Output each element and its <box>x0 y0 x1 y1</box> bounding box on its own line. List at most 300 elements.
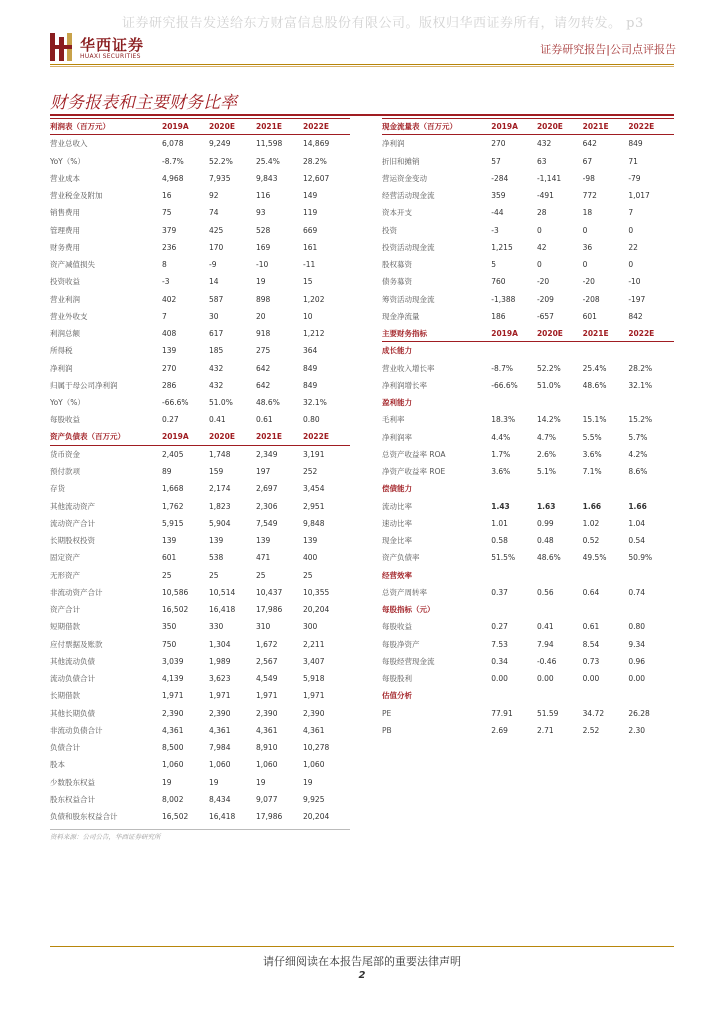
row-value: 5,915 <box>162 518 184 528</box>
row-value: 16,418 <box>209 605 236 615</box>
row-label: 其他流动负债 <box>50 656 95 666</box>
row-value: 119 <box>303 208 318 218</box>
row-value: 2,306 <box>256 501 278 511</box>
section-subheader-row <box>382 480 674 497</box>
row-label: 偿债能力 <box>382 484 412 494</box>
row-value: 432 <box>536 139 552 149</box>
row-label: 非流动负债合计 <box>50 725 103 735</box>
row-value: 2021E <box>582 122 609 132</box>
row-value: 8.6% <box>628 467 648 477</box>
table-row <box>50 325 350 342</box>
row-value: 139 <box>209 536 224 546</box>
row-value: 8,434 <box>209 794 231 804</box>
table-row <box>382 446 674 463</box>
row-value: 139 <box>303 536 318 546</box>
row-value: 2021E <box>256 432 282 442</box>
row-value: 0.27 <box>162 415 179 425</box>
row-value: 2,349 <box>256 449 278 459</box>
row-value: 0.41 <box>209 415 226 425</box>
row-value: 25 <box>256 570 266 580</box>
row-value: 28.2% <box>628 363 653 373</box>
row-value: 52.2% <box>536 363 561 373</box>
row-value: 1.02 <box>582 518 600 528</box>
row-value: 270 <box>491 139 506 149</box>
row-value: 601 <box>582 311 597 321</box>
row-value: 2019A <box>491 122 518 132</box>
row-value: 14 <box>209 277 219 287</box>
logo-chinese-name: 华西证券 <box>80 36 145 54</box>
row-value: 2.6% <box>536 449 556 459</box>
row-label: 财务费用 <box>50 242 80 252</box>
row-value: 1,060 <box>162 760 184 770</box>
row-value: 400 <box>303 553 318 563</box>
row-value: 15.2% <box>628 415 653 425</box>
row-value: -20 <box>582 277 595 287</box>
row-value: 52.2% <box>209 156 233 166</box>
row-value: -197 <box>628 294 646 304</box>
row-value: 7 <box>628 208 634 218</box>
row-label: 利润总额 <box>50 329 80 339</box>
row-label: 每股收益 <box>382 622 412 632</box>
row-value: -209 <box>536 294 554 304</box>
row-value: 26.28 <box>628 708 650 718</box>
row-label: 管理费用 <box>50 225 80 235</box>
row-label: 其他长期负债 <box>50 708 95 718</box>
table-row <box>50 808 350 825</box>
row-label: 每股经营现金流 <box>382 656 435 666</box>
row-value: 8.54 <box>582 639 600 649</box>
row-value: 669 <box>303 225 318 235</box>
row-value: 9,077 <box>256 794 278 804</box>
row-value: 3,623 <box>209 674 231 684</box>
row-label: 营运资金变动 <box>382 173 427 183</box>
row-value: 77.91 <box>491 708 513 718</box>
table-row <box>382 135 674 152</box>
row-label: 折旧和摊销 <box>382 156 420 166</box>
section-subheader-row <box>382 567 674 584</box>
row-value: 9,843 <box>256 173 278 183</box>
table-row <box>50 463 350 480</box>
table-row <box>50 774 350 791</box>
row-value: 0 <box>582 225 588 235</box>
title-divider <box>50 114 674 116</box>
row-label: 净利润 <box>50 363 73 373</box>
row-value: 16,502 <box>162 605 189 615</box>
row-label: 负债和股东权益合计 <box>50 812 118 822</box>
table-header-row <box>382 325 674 342</box>
table-row <box>382 584 674 601</box>
row-value: 425 <box>209 225 224 235</box>
row-value: -8.7% <box>491 363 514 373</box>
row-value: -208 <box>582 294 600 304</box>
table-row <box>50 377 350 394</box>
table-row <box>382 705 674 722</box>
row-value: 25 <box>162 570 172 580</box>
row-value: 760 <box>491 277 506 287</box>
row-value: 20 <box>256 311 266 321</box>
row-value: 25 <box>209 570 219 580</box>
row-label: 主要财务指标 <box>382 328 427 338</box>
huaxi-logo-icon <box>50 33 72 61</box>
row-value: 2,697 <box>256 484 278 494</box>
row-value: 898 <box>256 294 271 304</box>
table-row <box>50 670 350 687</box>
row-value: 0 <box>628 260 634 270</box>
row-value: 51.0% <box>536 380 561 390</box>
row-value: 18 <box>582 208 593 218</box>
row-value: 4,968 <box>162 173 184 183</box>
table-row <box>50 153 350 170</box>
row-value: 10 <box>303 311 313 321</box>
row-value: 408 <box>162 329 177 339</box>
row-value: 7,984 <box>209 743 231 753</box>
row-label: 流动负债合计 <box>50 674 95 684</box>
row-value: 2019A <box>162 432 189 442</box>
row-label: 每股股利 <box>382 674 412 684</box>
row-value: 0 <box>628 225 634 235</box>
section-title: 财务报表和主要财务比率 <box>50 93 237 113</box>
row-label: 所得税 <box>50 346 73 356</box>
row-value: 2019A <box>162 122 189 132</box>
row-value: 1,823 <box>209 501 231 511</box>
row-value: -0.46 <box>536 656 557 666</box>
row-value: 0.00 <box>491 674 508 684</box>
row-value: 197 <box>256 467 271 477</box>
row-label: 利润表（百万元） <box>50 122 110 132</box>
row-value: 0.56 <box>536 587 554 597</box>
row-value: 0.99 <box>536 518 554 528</box>
row-value: 7.53 <box>491 639 508 649</box>
table-row <box>50 584 350 601</box>
row-value: -98 <box>582 173 595 183</box>
row-value: 116 <box>256 191 271 201</box>
row-value: 1,762 <box>162 501 184 511</box>
table-row <box>50 791 350 808</box>
table-row <box>50 239 350 256</box>
row-label: 净利润增长率 <box>382 380 427 390</box>
row-value: 236 <box>162 242 177 252</box>
table-header-row <box>50 118 350 135</box>
row-label: 预付款项 <box>50 467 80 477</box>
row-label: PB <box>382 725 392 735</box>
section-subheader-row <box>382 342 674 359</box>
row-value: 2021E <box>582 328 609 338</box>
data-source-note: 资料来源：公司公告，华西证券研究所 <box>50 833 161 841</box>
row-value: 0.52 <box>582 536 600 546</box>
row-value: 0.41 <box>536 622 554 632</box>
row-value: 11,598 <box>256 139 283 149</box>
row-label: 净利润率 <box>382 432 412 442</box>
row-value: 0.27 <box>491 622 508 632</box>
row-value: 3,191 <box>303 449 325 459</box>
row-value: 5.7% <box>628 432 648 442</box>
row-label: 长期借款 <box>50 691 80 701</box>
row-value: 2,390 <box>256 708 278 718</box>
table-row <box>50 222 350 239</box>
row-value: -3 <box>491 225 499 235</box>
row-value: 2.52 <box>582 725 600 735</box>
row-value: 0.64 <box>582 587 600 597</box>
row-value: 149 <box>303 191 318 201</box>
row-value: 10,514 <box>209 587 236 597</box>
row-value: 7,935 <box>209 173 231 183</box>
row-value: -10 <box>256 260 269 270</box>
row-label: 资本开支 <box>382 208 412 218</box>
row-value: 1,971 <box>162 691 184 701</box>
row-value: -11 <box>303 260 316 270</box>
row-value: 0 <box>536 225 542 235</box>
row-value: 310 <box>256 622 271 632</box>
row-value: 19 <box>162 777 172 787</box>
table-row <box>50 135 350 152</box>
row-label: 资产合计 <box>50 605 80 615</box>
table-row <box>50 705 350 722</box>
row-value: 252 <box>303 467 318 477</box>
row-value: 642 <box>582 139 597 149</box>
row-value: 0.61 <box>256 415 273 425</box>
row-value: 3,454 <box>303 484 325 494</box>
table-row <box>382 498 674 515</box>
row-value: 14,869 <box>303 139 330 149</box>
row-value: 1,060 <box>303 760 325 770</box>
row-value: 9.34 <box>628 639 646 649</box>
row-value: 849 <box>303 380 318 390</box>
row-value: -284 <box>491 173 509 183</box>
row-label: 营业税金及附加 <box>50 191 103 201</box>
row-value: -20 <box>536 277 550 287</box>
row-value: 6,078 <box>162 139 184 149</box>
row-value: -66.6% <box>162 398 189 408</box>
row-value: 849 <box>628 139 643 149</box>
row-value: 49.5% <box>582 553 607 563</box>
row-value: 4,549 <box>256 674 278 684</box>
row-value: 5,904 <box>209 518 231 528</box>
row-label: 投资 <box>382 225 397 235</box>
row-value: 7 <box>162 311 167 321</box>
row-value: 74 <box>209 208 219 218</box>
row-value: 432 <box>209 363 224 373</box>
row-value: 849 <box>303 363 318 373</box>
row-value: 2,174 <box>209 484 231 494</box>
row-value: 10,586 <box>162 587 189 597</box>
row-value: 20,204 <box>303 605 330 615</box>
row-value: 0.34 <box>491 656 508 666</box>
row-value: 2,951 <box>303 501 325 511</box>
row-value: -9 <box>209 260 217 270</box>
row-value: 2021E <box>256 122 282 132</box>
row-value: -657 <box>536 311 554 321</box>
row-value: 1.66 <box>628 501 647 511</box>
row-value: 8,500 <box>162 743 184 753</box>
row-value: 1,060 <box>209 760 231 770</box>
row-value: -44 <box>491 208 504 218</box>
row-value: 186 <box>491 311 506 321</box>
row-label: 投资活动现金流 <box>382 242 435 252</box>
row-value: 4,361 <box>256 725 278 735</box>
row-label: 每股净资产 <box>382 639 420 649</box>
table-row <box>382 411 674 428</box>
row-value: 350 <box>162 622 177 632</box>
row-label: 估值分析 <box>382 691 412 701</box>
table-row <box>382 636 674 653</box>
row-value: 1.7% <box>491 449 511 459</box>
row-value: 63 <box>536 156 547 166</box>
row-label: 货币资金 <box>50 449 80 459</box>
row-value: 642 <box>256 363 271 373</box>
table-row <box>382 618 674 635</box>
row-label: 成长能力 <box>382 346 412 356</box>
row-value: 17,986 <box>256 812 283 822</box>
table-row <box>50 687 350 704</box>
row-value: 275 <box>256 346 271 356</box>
row-label: 其他流动资产 <box>50 501 95 511</box>
row-label: 应付票据及账款 <box>50 639 103 649</box>
row-value: 7,549 <box>256 518 278 528</box>
row-value: 8,910 <box>256 743 278 753</box>
table-row <box>382 170 674 187</box>
row-label: 净资产收益率 ROE <box>382 467 446 477</box>
row-label: YoY（%） <box>50 156 85 166</box>
row-value: 14.2% <box>536 415 561 425</box>
table-row <box>50 170 350 187</box>
row-value: 4,139 <box>162 674 184 684</box>
table-row <box>382 204 674 221</box>
row-value: 1,202 <box>303 294 325 304</box>
row-label: 筹资活动现金流 <box>382 294 435 304</box>
row-value: 2020E <box>209 432 235 442</box>
table-row <box>382 549 674 566</box>
row-value: 1,215 <box>491 242 513 252</box>
row-value: 471 <box>256 553 271 563</box>
row-value: 2,567 <box>256 656 278 666</box>
row-value: 642 <box>256 380 271 390</box>
row-value: 67 <box>582 156 593 166</box>
row-value: 139 <box>256 536 271 546</box>
row-value: 7.94 <box>536 639 554 649</box>
row-value: 51.59 <box>536 708 559 718</box>
row-value: 0.80 <box>303 415 320 425</box>
row-value: -1,141 <box>536 173 562 183</box>
row-value: 1.43 <box>491 501 510 511</box>
row-value: 32.1% <box>628 380 653 390</box>
table-row <box>382 429 674 446</box>
row-value: 4,361 <box>162 725 184 735</box>
row-label: 现金流量表（百万元） <box>382 122 457 132</box>
row-label: 固定资产 <box>50 553 80 563</box>
watermark-text: 证券研究报告发送给东方财富信息股份有限公司。版权归华西证券所有，请勿转发。 p3 <box>122 16 644 31</box>
row-value: 5.5% <box>582 432 602 442</box>
row-value: 9,848 <box>303 518 325 528</box>
row-value: -10 <box>628 277 641 287</box>
row-label: 营业利润 <box>50 294 80 304</box>
row-label: 债务募资 <box>382 277 412 287</box>
row-value: 4.2% <box>628 449 648 459</box>
row-value: 0 <box>536 260 542 270</box>
row-value: 17,986 <box>256 605 283 615</box>
row-value: 32.1% <box>303 398 327 408</box>
row-label: 资产负债率 <box>382 553 420 563</box>
row-label: 少数股东权益 <box>50 777 95 787</box>
row-value: 0.58 <box>491 536 508 546</box>
row-value: 2,390 <box>303 708 325 718</box>
row-value: 3,039 <box>162 656 184 666</box>
table-row <box>50 394 350 411</box>
row-value: 51.5% <box>491 553 516 563</box>
row-value: 300 <box>303 622 318 632</box>
row-value: 3.6% <box>582 449 602 459</box>
table-row <box>50 446 350 463</box>
left-financial-tables <box>50 118 350 825</box>
table-header-row <box>50 429 350 446</box>
row-value: 2,390 <box>162 708 184 718</box>
row-value: 0 <box>582 260 588 270</box>
row-value: 139 <box>162 536 177 546</box>
row-value: 918 <box>256 329 271 339</box>
row-value: 601 <box>162 553 177 563</box>
row-value: 19 <box>256 277 266 287</box>
row-value: 161 <box>303 242 318 252</box>
row-label: 资产减值损失 <box>50 260 95 270</box>
table-row <box>382 256 674 273</box>
row-label: 营业总收入 <box>50 139 88 149</box>
row-value: 25 <box>303 570 313 580</box>
row-value: 0.73 <box>582 656 600 666</box>
row-value: 1,017 <box>628 191 650 201</box>
row-label: 总资产周转率 <box>382 587 427 597</box>
row-value: 25.4% <box>582 363 607 373</box>
table-row <box>50 480 350 497</box>
row-value: 0.48 <box>536 536 554 546</box>
row-value: 19 <box>303 777 313 787</box>
row-value: 772 <box>582 191 597 201</box>
table-row <box>382 273 674 290</box>
table-row <box>50 601 350 618</box>
row-value: 18.3% <box>491 415 516 425</box>
row-value: 5.1% <box>536 467 556 477</box>
row-value: 42 <box>536 242 547 252</box>
row-label: 经营效率 <box>382 570 412 580</box>
row-value: 750 <box>162 639 177 649</box>
table-row <box>382 670 674 687</box>
row-label: 速动比率 <box>382 518 412 528</box>
row-value: 2022E <box>628 328 655 338</box>
table-row <box>50 722 350 739</box>
table-row <box>50 515 350 532</box>
table-row <box>50 756 350 773</box>
row-value: 2,390 <box>209 708 231 718</box>
row-value: 364 <box>303 346 318 356</box>
row-value: 359 <box>491 191 506 201</box>
row-value: 0.96 <box>628 656 646 666</box>
row-value: 5,918 <box>303 674 325 684</box>
row-label: 无形资产 <box>50 570 80 580</box>
row-value: 0.54 <box>628 536 646 546</box>
table-row <box>382 308 674 325</box>
row-label: 投资收益 <box>50 277 80 287</box>
row-value: 2,405 <box>162 449 184 459</box>
row-value: 1.01 <box>491 518 508 528</box>
row-value: 16,418 <box>209 812 236 822</box>
row-value: 19 <box>209 777 219 787</box>
page-number: 2 <box>358 970 366 981</box>
row-value: 7.1% <box>582 467 602 477</box>
row-value: 19 <box>256 777 266 787</box>
row-label: 流动比率 <box>382 501 412 511</box>
row-label: 盈利能力 <box>382 398 412 408</box>
row-value: -491 <box>536 191 554 201</box>
row-value: 170 <box>209 242 224 252</box>
section-subheader-row <box>382 601 674 618</box>
